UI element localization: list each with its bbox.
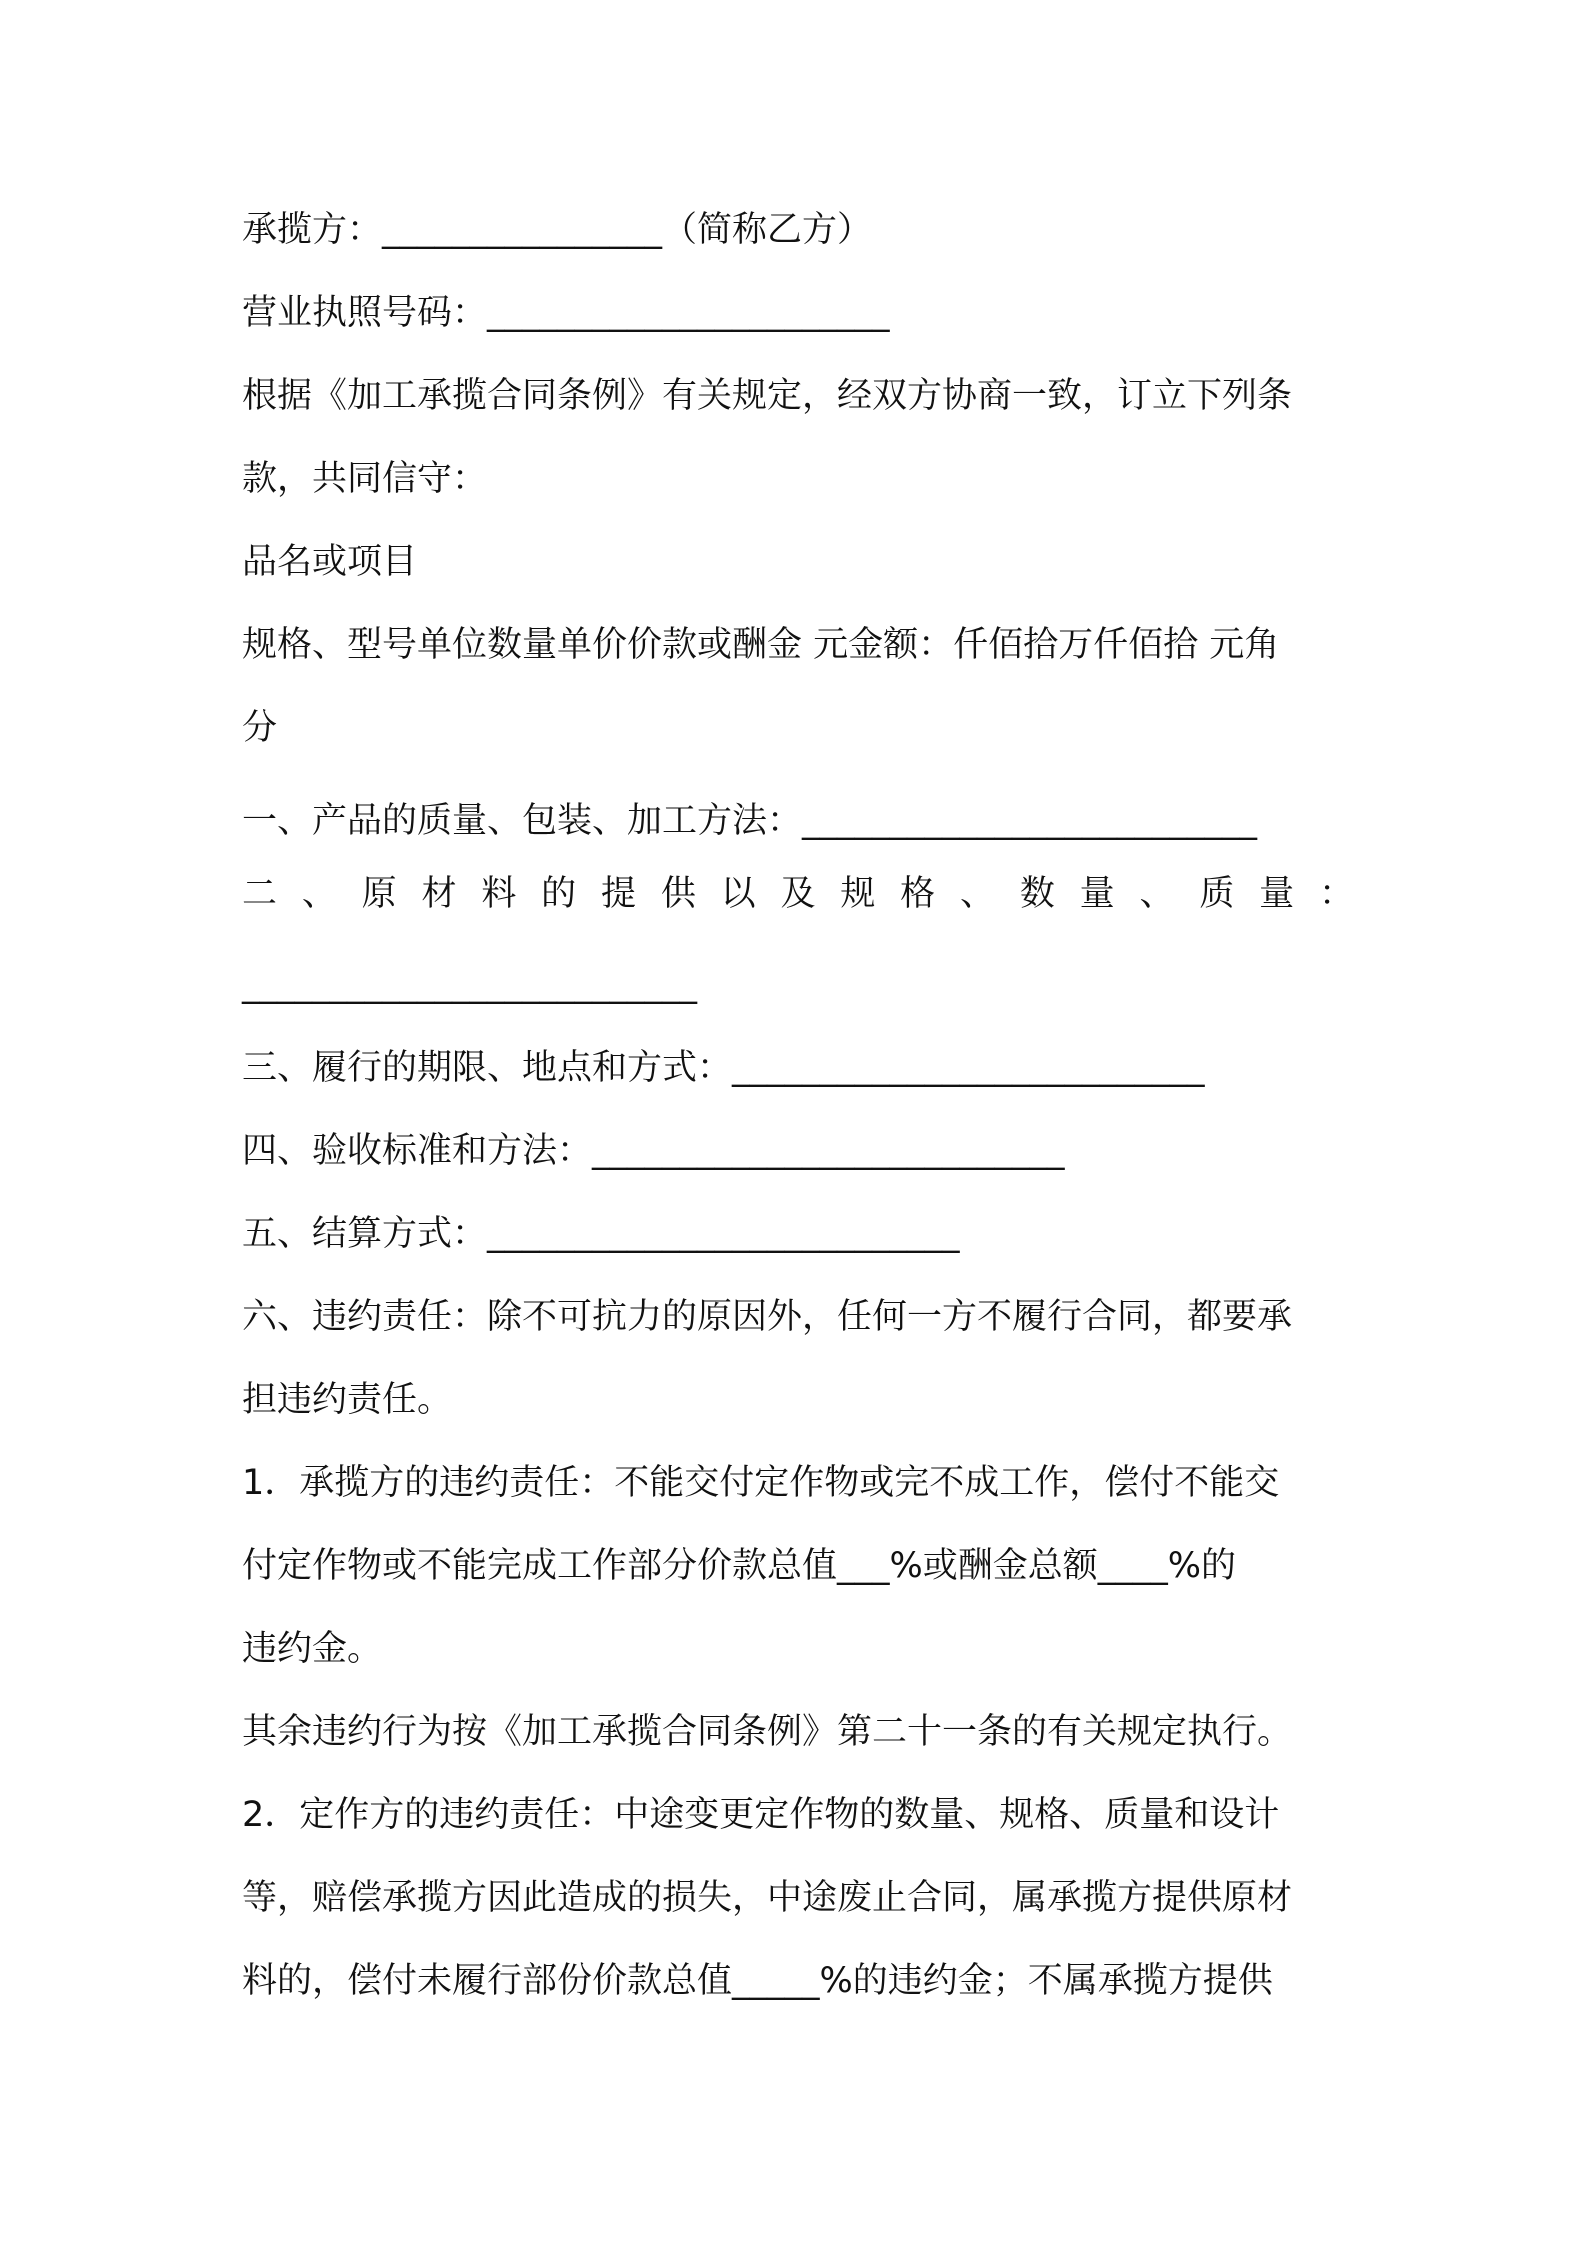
- clause-6-liability-line-1: 六、违约责任：除不可抗力的原因外，任何一方不履行合同，都要承: [242, 1297, 1293, 1337]
- clause-6-1-line-1: 1．承揽方的违约责任：不能交付定作物或完不成工作，偿付不能交: [242, 1463, 1280, 1503]
- spec-columns-line: 规格、型号单位数量单价价款或酬金 元金额：仟佰拾万仟佰拾 元角: [242, 625, 1280, 665]
- clause-6-1-line-3: 违约金。: [242, 1629, 383, 1669]
- preamble-line-2: 款，共同信守：: [242, 459, 488, 499]
- other-breach-line: 其余违约行为按《加工承揽合同条例》第二十一条的有关规定执行。: [242, 1712, 1293, 1752]
- clause-6-1-line-2: 付定作物或不能完成工作部分价款总值___%或酬金总额____%的: [242, 1546, 1237, 1586]
- clause-2-blank: __________________________: [242, 965, 697, 1005]
- license-number-line: 营业执照号码：_______________________: [242, 293, 890, 333]
- item-name-heading: 品名或项目: [242, 542, 418, 582]
- contractor-line: 承揽方：________________（简称乙方）: [242, 210, 873, 250]
- clause-6-2-line-2: 等，赔偿承揽方因此造成的损失，中途废止合同，属承揽方提供原材: [242, 1878, 1293, 1918]
- clause-1-quality: 一、产品的质量、包装、加工方法：__________________________: [242, 801, 1258, 841]
- clause-6-liability-line-2: 担违约责任。: [242, 1380, 453, 1420]
- clause-6-2-line-1: 2．定作方的违约责任：中途变更定作物的数量、规格、质量和设计: [242, 1795, 1280, 1835]
- spec-columns-line-2: 分: [242, 708, 278, 748]
- clause-2-materials: 二、原材料的提供以及规格、数量、质量：: [242, 874, 1354, 914]
- clause-4-acceptance: 四、验收标准和方法：___________________________: [242, 1131, 1065, 1171]
- clause-6-2-line-3: 料的，偿付未履行部份价款总值_____%的违约金；不属承揽方提供: [242, 1961, 1273, 2001]
- preamble-line-1: 根据《加工承揽合同条例》有关规定，经双方协商一致，订立下列条: [242, 376, 1293, 416]
- clause-5-settlement: 五、结算方式：___________________________: [242, 1214, 960, 1254]
- clause-3-performance: 三、履行的期限、地点和方式：___________________________: [242, 1048, 1205, 1088]
